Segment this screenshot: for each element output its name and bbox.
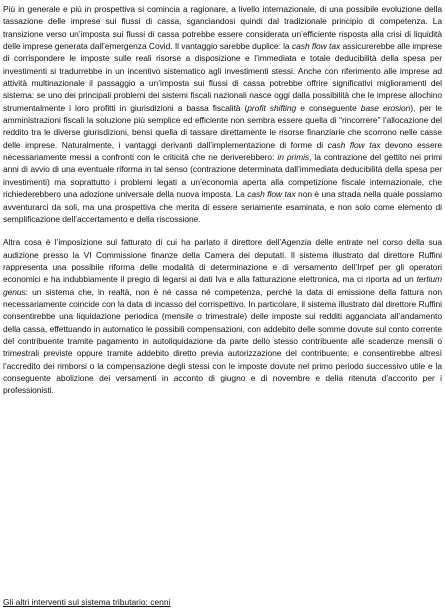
text-run: non è una strada nella quale possiamo avventurarci da soli, ma una prospettiva che merita di essere seriamente esaminata, e non solo come elemento di semplificazione dell’accertamento e della riscossione. <box>3 189 442 224</box>
text-run: Altra cosa è l’imposizione sul fatturato di cui ha parlato il direttore dell’Agenzia delle entrate nel corso della sua audizione presso la VI Commissione finanze della Camera dei deputati. Il sistema illustrato dal direttore Ruffini rappresenta una possibile riforma delle modalità di determinazione e di versamento dell’Irpef per gli operatori economici e ha indubbiamente il pregio di legarsi ai dati Iva e alla fatturazione elettronica, ma ci riporta ad un <box>3 237 442 285</box>
text-run: : un sistema che, in realtà, non è né cassa né competenza, perché la data di emissione della fattura non necessariamente coincide con la data di incasso del corrispettivo. In particolare, il sistema illustrato dal direttore Ruffini consentirebbe una liquidazione periodica (mensile o trimestrale) delle imposte sui redditi agganciata all’andamento della cassa, effettuando in automatico le possibili compensazioni, con addebito delle somme dovute sul conto corrente del contribuente tramite pagamento in autoliquidazione da parte dello stesso contribuente alle scadenze mensili o trimestrali previste oppure tramite addebito diretto previa autorizzazione del contribuente; e consentirebbe altresì l’accredito dei rimborsi o la compensazione degli stessi con le imposte dovute nel primo periodo successivo utile e la conseguente abolizione dei versamenti in acconto di giugno e di novembre e della ritenuta d’acconto per i professionisti. <box>3 286 442 396</box>
text-run: assicurerebbe alle imprese di corrispondere le imposte sulle reali risorse a disposizione e l’immediata e totale deducibilità della spesa per investimenti si tradurrebbe in un incentivo sistematico agli investimenti stessi. Anche con riferimento alle imprese ad attività multinazionale il passaggio a un’imposta sui flussi di cassa potrebbe offrire significativi miglioramenti del sistema: se uno dei principali problemi dei sistemi fiscali nazionali nasce oggi dalla possibilità che le imprese allochino strumentalmente i loro profitti in giurisdizioni a bassa fiscalità ( <box>3 41 443 113</box>
paragraph-cash-flow-tax <box>3 3 442 225</box>
text-run: devono essere necessariamente messi a confronti con le criticità che ne deriverebbero: <box>3 139 442 163</box>
italic-term: tertium genus <box>3 274 442 297</box>
italic-term: cash flow tax <box>247 189 296 200</box>
section-heading-altri-interventi: Gli altri interventi sul sistema tributario: cenni <box>3 597 171 607</box>
text-run: , la contrazione del gettito nei primi anni di avvio di una eventuale riforma in tal senso (contrazione determinata dall’immediata deducibilità della spesa per investimenti) ma soprattutto i problemi legati a un’economia aperta alla competizione fiscale internazionale, che richiederebbero una adozione universale della nuova imposta. La <box>3 152 443 200</box>
paragraph-imposizione-fatturato <box>3 236 442 396</box>
italic-term: profit shifting <box>247 102 297 113</box>
text-run: Più in generale e più in prospettiva si comincia a ragionare, a livello internazionale, di una possibile evoluzione della tassazione delle imprese sui flussi di cassa, sganciandosi quindi dal tradizionale principio di competenza. La transizione verso un’imposta sui flussi di cassa potrebbe essere considerata un’efficiente risposta alla crisi di liquidità delle imprese generata dall’emergenza Covid. Il vantaggio sarebbe duplice: la <box>3 4 442 52</box>
italic-term: cash flow tax <box>327 139 381 150</box>
text-run: e conseguente <box>296 102 361 113</box>
italic-term: cash flow tax <box>291 41 341 52</box>
italic-term: base erosion <box>360 102 411 113</box>
italic-term: in primis <box>277 152 310 163</box>
text-run: ), per le amministrazioni fiscali la soluzione più semplice ed efficiente non sembra essere quella di “rincorrere” l’allocazione del reddito tra le diverse giurisdizioni, bensì quella di tassare direttamente le risorse finanziarie che scorrono nelle casse delle imprese. Naturalmente, i vantaggi derivanti dall’implementazione di forme di <box>3 102 443 150</box>
